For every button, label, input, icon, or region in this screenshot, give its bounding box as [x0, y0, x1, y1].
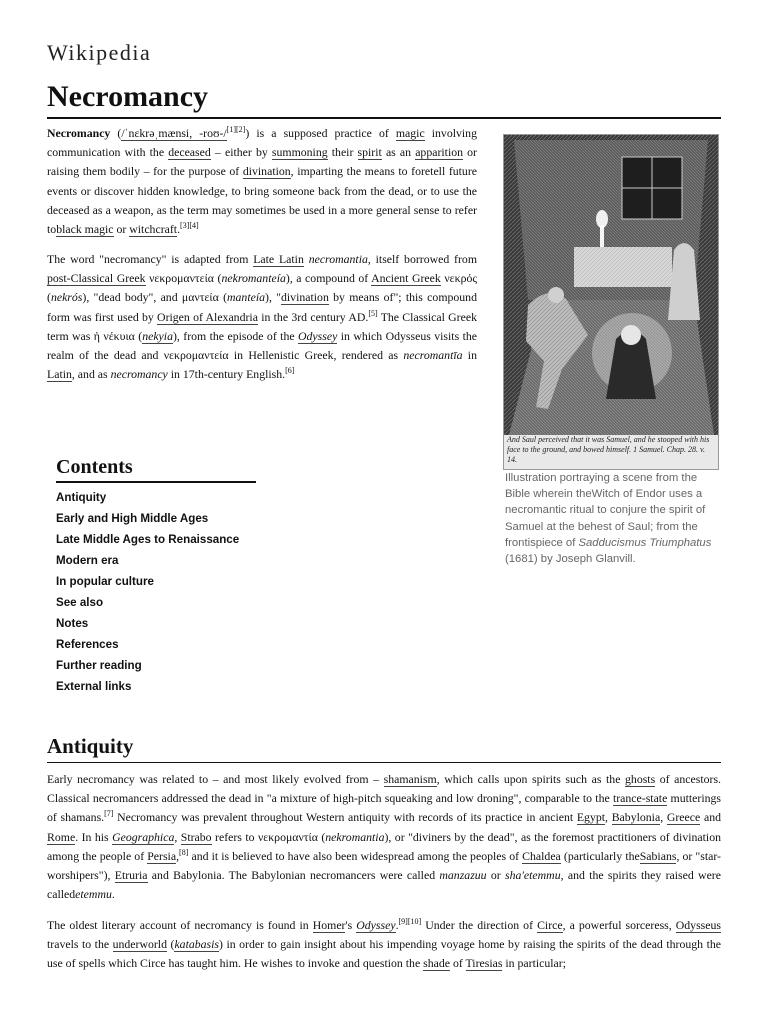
- citation-9-10[interactable]: [9][10]: [398, 917, 422, 927]
- text: ,: [605, 810, 612, 825]
- book-title[interactable]: Sadducismus Triumphatus: [578, 536, 712, 549]
- text: , imparting the means to foretell future events or discover hidden knowledge, to bring someone back from the dead, or to use the deceased as a weapon, as the term may sometimes be used in a more general sense to refer to: [47, 164, 477, 237]
- link-etruria[interactable]: Etruria: [114, 868, 148, 883]
- term-etemmu: etemmu: [75, 887, 112, 902]
- text: νεκρός (: [47, 271, 478, 305]
- toc-item-further-reading[interactable]: Further reading: [56, 659, 142, 672]
- antiquity-paragraph-2: [47, 916, 721, 974]
- text: ) in order to gain insight about his impending voyage home by raising the spirits of the dead through the use of spells which Circe has taught him. He wishes to invoke and question the: [47, 937, 721, 971]
- link-katabasis[interactable]: katabasis: [174, 937, 220, 952]
- figure-caption: [505, 470, 719, 567]
- text: or raising them bodily – for the purpose of: [47, 145, 477, 179]
- term-necromantia-latin: necromantīa: [403, 348, 463, 363]
- text: ), ": [265, 290, 281, 305]
- citation-3-4[interactable]: [3][4]: [180, 221, 199, 231]
- text: The oldest literary account of necromancy is found in: [47, 918, 313, 932]
- text: , or "star-worshipers"),: [47, 848, 721, 883]
- text: .: [632, 553, 636, 566]
- antiquity-paragraph-1: [47, 770, 721, 904]
- text: νεκρομαντεία (: [145, 271, 222, 286]
- toc-item-notes[interactable]: Notes: [56, 617, 89, 630]
- link-egypt[interactable]: Egypt: [576, 810, 606, 825]
- text: ), a compound of: [285, 271, 372, 286]
- text: in: [462, 348, 477, 363]
- text: ), or "diviners by the dead", as the foremost practitioners of divination among the people of: [47, 829, 721, 863]
- term-manzazuu: manzazuu: [439, 868, 487, 883]
- engraving-image: [504, 135, 718, 469]
- text: in 17th-century English.: [167, 367, 286, 382]
- citation-8[interactable]: [8]: [179, 847, 189, 857]
- text: – either by: [210, 145, 272, 160]
- citation-5[interactable]: [5]: [368, 308, 378, 318]
- link-circe[interactable]: Circe: [537, 918, 563, 932]
- text: ,: [176, 848, 180, 863]
- link-underworld[interactable]: underworld: [112, 937, 167, 952]
- text: involving communication with the: [47, 126, 477, 160]
- term-manteia: manteía: [227, 290, 266, 305]
- text: and Babylonia. The Babylonian necromancers were called: [147, 868, 440, 883]
- link-origen[interactable]: Origen of Alexandria: [157, 309, 258, 324]
- toc-item-antiquity[interactable]: Antiquity: [56, 491, 107, 504]
- text: , a powerful sorceress,: [562, 918, 676, 932]
- link-sabians[interactable]: Sabians: [639, 848, 677, 863]
- link-strabo[interactable]: Strabo: [180, 829, 212, 844]
- link-witchcraft[interactable]: witchcraft: [129, 222, 178, 237]
- link-ghosts[interactable]: ghosts: [625, 772, 656, 786]
- link-persia[interactable]: Persia: [147, 848, 177, 863]
- link-homer[interactable]: Homer: [312, 918, 346, 932]
- text: , itself borrowed from: [367, 252, 477, 266]
- link-odyssey-2[interactable]: Odyssey: [356, 918, 396, 932]
- link-divination-2[interactable]: divination: [281, 290, 329, 305]
- text: .: [395, 918, 399, 932]
- link-greece[interactable]: Greece: [666, 810, 701, 825]
- term-nekromanteia: nekromanteía: [221, 271, 286, 286]
- term-nekromantia: nekromantia: [325, 829, 385, 844]
- text: .: [177, 222, 181, 237]
- text: Illustration portraying a scene from the Bible wherein the: [505, 472, 698, 501]
- text: travels to the: [47, 937, 113, 952]
- text: in particular;: [502, 956, 566, 971]
- lead-term: Necromancy: [47, 126, 111, 140]
- text: 's: [345, 918, 357, 932]
- text: (: [166, 937, 175, 952]
- link-ancient-greek[interactable]: Ancient Greek: [371, 271, 441, 286]
- text: or: [486, 868, 505, 883]
- toc-item-modern-era[interactable]: Modern era: [56, 554, 119, 567]
- text: ) is a supposed practice of: [245, 126, 396, 140]
- text: by means of"; this compound form was first used by: [47, 290, 477, 324]
- infobox-illustration[interactable]: [503, 134, 719, 470]
- text: and: [700, 810, 721, 825]
- text: their: [327, 145, 358, 160]
- link-rome[interactable]: Rome: [47, 829, 76, 844]
- link-witch-of-endor[interactable]: Witch of Endor: [591, 488, 666, 501]
- text: , which calls upon spirits such as the: [436, 772, 626, 786]
- text: Under the direction of: [421, 918, 538, 932]
- toc-item-popular-culture[interactable]: In popular culture: [56, 575, 154, 588]
- link-apparition[interactable]: apparition: [415, 145, 464, 160]
- citation-1-2[interactable]: [1][2]: [226, 125, 246, 135]
- etymology-paragraph: [47, 250, 477, 384]
- term-nekros: nekrós: [50, 290, 83, 305]
- link-black-magic[interactable]: black magic: [56, 222, 114, 237]
- text: mutterings of shamans.: [47, 791, 721, 825]
- link-post-classical-greek[interactable]: post-Classical Greek: [47, 271, 146, 286]
- text: .: [111, 887, 115, 902]
- toc-list: [56, 487, 256, 697]
- pronunciation-link[interactable]: /ˈnɛkrəˌmænsi, -roʊ-/: [121, 126, 227, 140]
- term-necromantia: necromantia: [308, 252, 368, 266]
- text: as an: [381, 145, 416, 160]
- text: , and as: [71, 367, 111, 382]
- link-odysseus[interactable]: Odysseus: [675, 918, 721, 932]
- toc-item-early-high-middle-ages[interactable]: Early and High Middle Ages: [56, 512, 209, 525]
- text: and it is believed to have also been widespread among the peoples of: [188, 848, 523, 863]
- page-title: Necromancy: [47, 80, 721, 119]
- text: , and the spirits they raised were called: [47, 868, 721, 902]
- link-late-latin[interactable]: Late Latin: [253, 252, 304, 266]
- text: ), from the episode of the: [172, 328, 299, 343]
- text: of ancestors. Classical necromancers addressed the dead in "a mixture of high-pitch squeaking and low droning", comparable to the: [47, 772, 721, 806]
- link-nekyia[interactable]: nekyia: [142, 328, 173, 343]
- text: (: [110, 126, 122, 140]
- link-magic[interactable]: magic: [395, 126, 425, 140]
- term-shaetemmu: sha'etemmu: [505, 868, 561, 883]
- link-shade[interactable]: shade: [423, 956, 450, 971]
- text: Necromancy was prevalent throughout Western antiquity with records of its practice in ancient: [113, 810, 577, 825]
- link-babylonia[interactable]: Babylonia: [611, 810, 661, 825]
- engraving-inscription: And Saul perceived that it was Samuel, and he stooped with his face to the ground, and bowed himself. 1 Samuel. Chap. 28. v. 14.: [507, 435, 710, 464]
- text: ), "dead body", and μαντεία (: [82, 290, 227, 305]
- text: The Classical Greek term was ἡ νέκυια (: [47, 309, 477, 343]
- link-tiresias[interactable]: Tiresias: [465, 956, 503, 971]
- link-latin[interactable]: Latin: [47, 367, 72, 382]
- section-heading-antiquity: Antiquity: [47, 734, 721, 763]
- toc-item-external-links[interactable]: External links: [56, 680, 132, 693]
- text: of: [450, 956, 466, 971]
- link-joseph-glanvill[interactable]: Joseph Glanvill: [555, 553, 633, 566]
- link-trance-state[interactable]: trance-state: [612, 791, 668, 806]
- link-spirit[interactable]: spirit: [357, 145, 382, 160]
- link-geographica[interactable]: Geographica: [112, 829, 175, 844]
- lead-paragraph: [47, 124, 477, 239]
- link-odyssey[interactable]: Odyssey: [298, 328, 338, 343]
- text: ,: [174, 829, 181, 844]
- wikipedia-logo[interactable]: Wikipedia: [47, 40, 152, 65]
- citation-6[interactable]: [6]: [285, 366, 295, 376]
- text: or: [113, 222, 130, 237]
- text: (1681) by: [505, 553, 556, 566]
- toc-item-late-middle-ages[interactable]: Late Middle Ages to Renaissance: [56, 533, 240, 546]
- toc-title: Contents: [56, 456, 256, 483]
- text: in which Odysseus visits the realm of the dead and νεκρομαντεία in Hellenistic Greek, rendered as: [47, 328, 477, 363]
- text: Early necromancy was related to – and most likely evolved from –: [47, 772, 384, 786]
- toc-item-references[interactable]: References: [56, 638, 119, 651]
- text: (particularly the: [560, 848, 640, 863]
- text: in the 3rd century AD.: [257, 309, 369, 324]
- text: ,: [660, 810, 667, 825]
- toc-item-see-also[interactable]: See also: [56, 596, 104, 609]
- link-chaldea[interactable]: Chaldea: [522, 848, 561, 863]
- citation-7[interactable]: [7]: [104, 809, 114, 819]
- text: The word "necromancy" is adapted from: [47, 252, 254, 266]
- link-summoning[interactable]: summoning: [271, 145, 328, 160]
- text: uses a necromantic ritual to conjure the spirit of Samuel at the behest of Saul; from the frontispiece of: [505, 488, 706, 549]
- link-divination[interactable]: divination: [242, 164, 291, 179]
- text: . In his: [75, 829, 113, 844]
- link-shamanism[interactable]: shamanism: [383, 772, 437, 786]
- text: refers to νεκρομαντία (: [211, 829, 326, 844]
- table-of-contents: [56, 456, 256, 697]
- link-deceased[interactable]: deceased: [168, 145, 211, 160]
- term-necromancy: necromancy: [110, 367, 168, 382]
